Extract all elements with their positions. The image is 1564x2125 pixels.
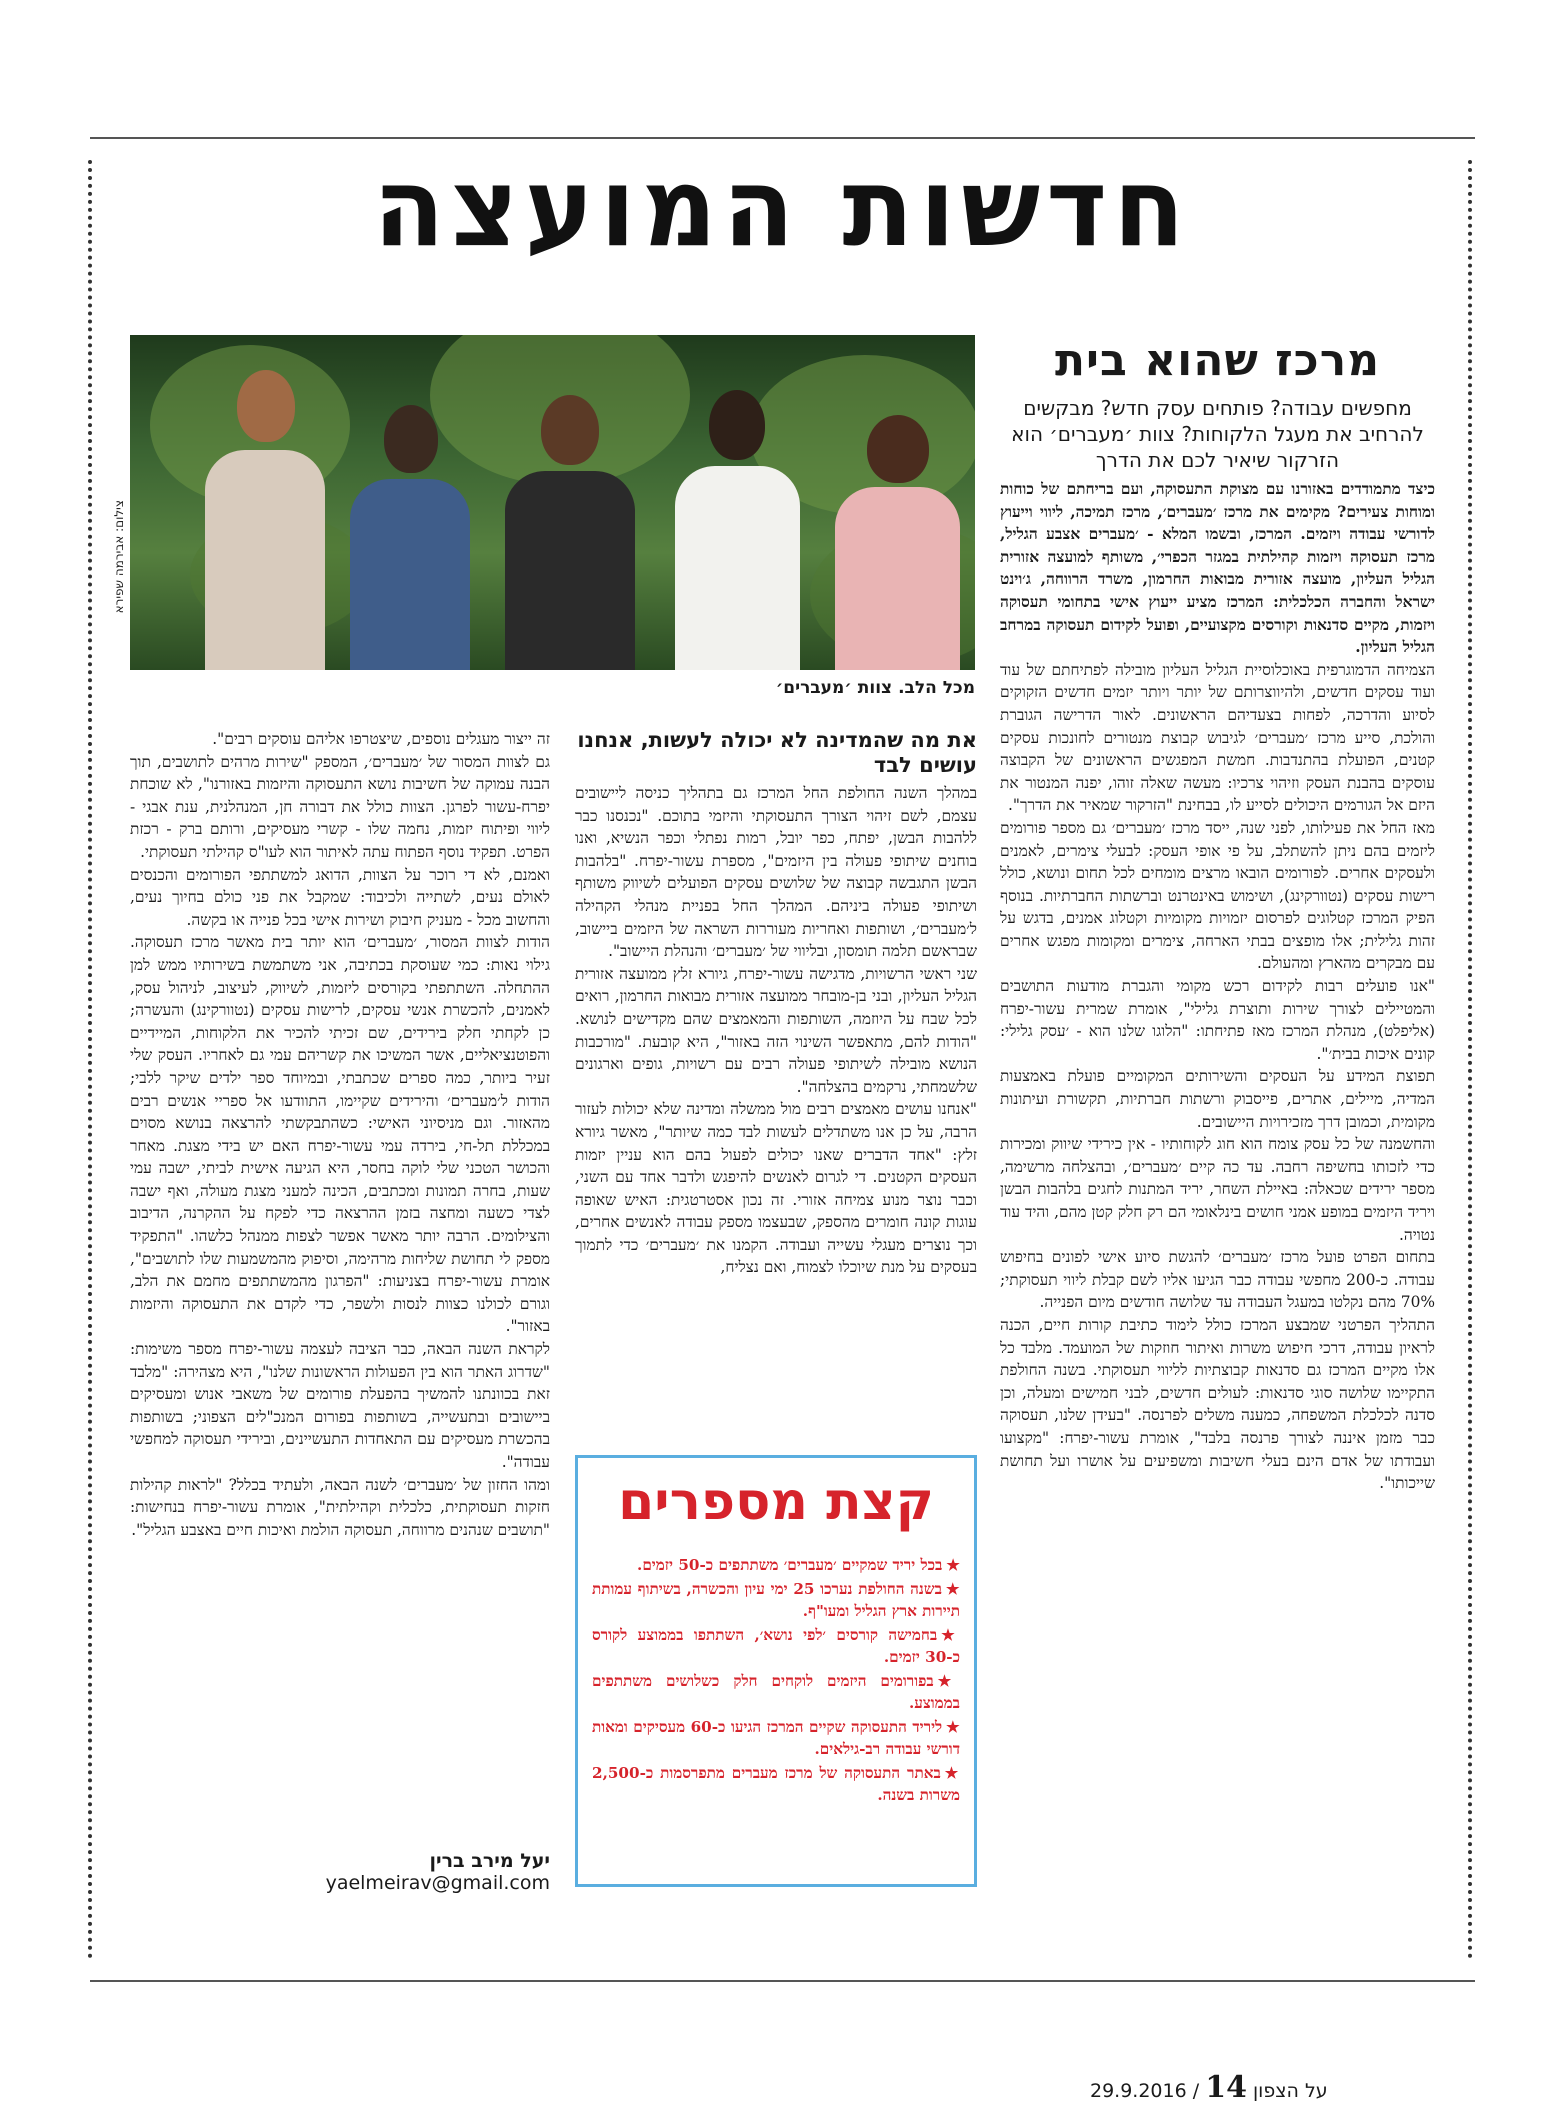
numbers-box-title: קצת מספרים: [618, 1472, 934, 1532]
paragraph: "אנו פועלים רבות לקידום רכש מקומי והגברת מודעות התושבים והמטיילים לצורך שירות ותוצרת גלילי", אומרת שמרית עשור-יפרח (אליפלט), מנהלת המרכז מאז פתיחתו: "הלוגו שלנו הוא - ׳עסק גלילי: קונים איכות בבית׳".: [1000, 977, 1435, 1063]
left-dotted-border: [88, 160, 92, 1960]
paragraph: שני ראשי הרשויות, מדגישה עשור-יפרח, גיורא זלץ ממועצה אזורית הגליל העליון, ובני בן-מובחר ממועצה אזורית מבואות החרמון, רואים לכל שבח על היוזמה, השותפות והמאמצים שהם מקדישים לנושא. "הודות להם, מתאפשר השינוי הזה באזור", היא קובעת. "מורכבות הנושא מובילה לשיתופי פעולה רבים עם רשויות, גופים וארגונים שלשמחתי, נרקמים בהצלחה".: [575, 964, 977, 1096]
left-text-column: [130, 728, 550, 1843]
page-number: 14: [1205, 2070, 1247, 2105]
issue-date: 29.9.2016: [1090, 2080, 1187, 2102]
list-item: ★בכל יריד שמקיים ׳מעברים׳ משתתפים כ-50 יזמים.: [637, 1556, 960, 1574]
numbers-box: [575, 1455, 977, 1887]
author-name: יעל מירב ברין: [429, 1850, 550, 1872]
star-icon: ★: [946, 1718, 960, 1736]
person-figure: [205, 370, 325, 670]
paragraph: מאז החל את פעילותו, לפני שנה, ייסד מרכז ׳מעברים׳ גם מספר פורומים ליזמים בהם ניתן להשתלב, על פי אופי העסק: לבעלי צימרים, לאמנים ולעסקים אחרים. לפורומים הובאו מרצים מומחים לכל תחום ונושא, כולל רישות עסקים (נטוורקינג), ושימוש באינטרנט וברשתות החברתיות. בנוסף הפיק המרכז קטלוגים לפרסום יזמויות מקומיות וקטלוג אמנים, בדגש על זהות גלילית; אלו מופצים בבתי הארחה, צימרים ומקומות מפגש אחרים עם מבקרים מהארץ ומהעולם.: [1000, 818, 1435, 973]
byline: [130, 1850, 550, 1894]
star-icon: ★: [945, 1580, 960, 1598]
masthead-title: חדשות המועצה: [373, 142, 1191, 272]
photo-credit: צילום: אבירמה שפירא: [112, 500, 126, 614]
star-icon: ★: [944, 1764, 960, 1782]
photo-caption: מכל הלב. צוות ׳מעברים׳: [775, 678, 975, 698]
page-footer: [1090, 2070, 1475, 2105]
bottom-rule: [90, 1980, 1475, 1982]
person-figure: [350, 405, 470, 670]
paragraph: התהליך הפרטני שמבצע המרכז כולל לימוד כתיבת קורות חיים, הכנה לראיון עבודה, דרכי חיפוש משרות ואיתור חוזקות של המועמד. מלבד כל אלו מקיים המרכז גם סדנאות קבוצתיות לליווי תעסוקתי. בשנה החולפת התקיימו שלושה סוגי סדנאות: לעולים חדשים, לבני חמישים ומעלה, וכן סדנה לכלכלת המשפחה, כמענה משלים לפרנסה. "בעידן שלנו, תעסוקה כבר מזמן איננה לצורך פרנסה בלבד", אומרת עשור-יפרח: "מקצועו ועבודתו של אדם הינם בעלי חשיבות ומשפיעים על אושרו ועל תחושת שייכותו".: [1000, 1315, 1435, 1493]
paragraph: תפוצת המידע על העסקים והשירותים המקומיים פועלת באמצעות המדיה, מיילים, אתרים, פייסבוק ורשתות חברתיות, תקשורת ועיתונות מקומית, וכמובן דרך מזכירויות היישובים.: [1000, 1067, 1435, 1131]
publication-name: על הצפון: [1253, 2080, 1328, 2102]
list-item: ★בחמישה קורסים ׳לפי נושא׳, השתתפו בממוצע לקורס כ-30 יזמים.: [592, 1626, 961, 1666]
paragraph: ומהו החזון של ׳מעברים׳ לשנה הבאה, ולעתיד בכלל? "לראות קהילות חזקות תעסוקתית, כלכלית וקהילתית", אומרת עשור-יפרח בנחישות: "תושבים שנהנים מרווחה, תעסוקה הולמת ואיכות חיים באצבע הגליל".: [130, 1475, 550, 1539]
paragraph: לקראת השנה הבאה, כבר הציבה לעצמה עשור-יפרח מספר משימות: "שדרוג האתר הוא בין הפעולות הראשונות שלנו", היא מצהירה: "מלבד זאת בכוונתנו להמשיך בהפעלת פורומים של משאבי אנוש ומעסיקים ביישובים ובתעשייה, בשותפות בפורום המנכ"לים הצפוני; בשותפות בהכשרת מעסיקים עם התאחדות התעשיינים, ובירידי תעסוקה למחפשי עבודה".: [130, 1340, 550, 1471]
list-item: ★בשנה החולפת נערכו 25 ימי עיון והכשרה, בשיתוף עמותת תיירות ארץ הגליל ומעו"ף.: [592, 1580, 960, 1620]
team-photo: [130, 335, 975, 670]
list-item: ★ליריד התעסוקה שקיים המרכז הגיעו כ-60 מעסיקים ומאות דורשי עבודה רב-גילאים.: [592, 1718, 960, 1758]
right-dotted-border: [1468, 160, 1472, 1960]
side-article-lead: מחפשים עבודה? פותחים עסק חדש? מבקשים להרחיב את מעגל הלקוחות? צוות ׳מעברים׳ הוא הזרקור שיאיר לכם את הדרך: [1011, 396, 1424, 472]
footer-separator: /: [1192, 2080, 1200, 2102]
star-icon: ★: [941, 1626, 961, 1644]
list-item: ★בפורומים היזמים לוקחים חלק כשלושים משתתפים בממוצע.: [592, 1672, 960, 1712]
paragraph: ואמנם, לא די רוכר על הצוות, הדואג למשתתפי הפורומים והכנסים לאולם נעים, לשתייה ולכיבוד: שמקבל את פני כולם בחיוך נעים, והחשוב מכל - מעניק חיבוק ושירות אישי בכל פנייה או בקשה.: [130, 865, 550, 929]
star-icon: ★: [937, 1672, 960, 1690]
person-figure: [505, 395, 635, 670]
middle-text-column: [575, 728, 977, 1440]
middle-heading: את מה שהמדינה לא יכולה לעשות, אנחנו עושים לבד: [577, 728, 977, 777]
person-figure: [675, 390, 800, 670]
paragraph: גם לצוות המסור של ׳מעברים׳, המספק "שירות מרהים לתושבים, תוך הבנה עמוקה של חשיבות נושא התעסוקה והיזמות באזורנו", לא שוכחת יפרח-עשור לפרגן. הצוות כולל את דבורה חן, המנהלנית, ענת אבגי - ליווי ופיתוח יזמות, נחמה שלו - קשרי מעסיקים, ורותם ברק - רכזת הפרט. תפקיד נוסף הפתוח עתה לאיתור הוא לעו"ס קהילתי תעסוקתי.: [130, 752, 550, 861]
right-text-column: [1000, 478, 1435, 1968]
paragraph: כיצד מתמודדים באזורנו עם מצוקת התעסוקה, ועם בריחתם של כוחות ומוחות צעירים? מקימים את מרכז ׳מעברים׳, מרכז תמיכה, ליווי וייעוץ לדורשי עבודה ויזמים. המרכז, ובשמו המלא - ׳מעברים אצבע הגליל, מרכז תעסוקה ויזמות קהילתית במגזר הכפרי׳, משותף למועצה אזורית הגליל העליון, מועצה אזורית מבואות החרמון, משרד הרווחה, ג׳וינט ישראל והחברה הכלכלית: המרכז מציע ייעוץ אישי בתחומי תעסוקה ויזמות, מקיים סדנאות וקורסים מקצועיים, ופועל לקידום תעסוקה במרחב הגליל העליון.: [1000, 480, 1435, 657]
paragraph: זה ייצור מעגלים נוספים, שיצטרפו אליהם עוסקים רבים".: [212, 730, 550, 748]
top-rule: [90, 137, 1475, 139]
paragraph: "אנחנו עושים מאמצים רבים מול ממשלה ומדינה שלא יכולות לעזור הרבה, על כן אנו משתדלים לעשות לבד כמה שיותר", מאשר גיורא זלץ: "אחד הדברים שאנו יכולים לפעול בהם הוא עניין יזמות העסקים הקטנים. די לגרום לאנשים להיפגש ולדבר אחד עם השני, וכבר נוצר מנוע צמיחה אזורי. זה נכון אסטרטגית: האיש שאופה עוגות קונה חומרים מהספק, שבעצמו מספק עבודה לאנשים אחרים, וכך נוצרים מעגלי עשייה ועבודה. הקמנו את ׳מעברים׳ כדי לתמוך בעסקים על מנת שיוכלו לצמוח, ואם נצליח,: [575, 1100, 977, 1277]
person-figure: [835, 415, 960, 670]
side-article-title: מרכז שהוא בית: [1054, 335, 1381, 386]
author-email[interactable]: yaelmeirav@gmail.com: [325, 1872, 550, 1894]
star-icon: ★: [946, 1556, 960, 1574]
list-item: ★באתר התעסוקה של מרכז מעברים מתפרסמות כ-2,500 משרות בשנה.: [592, 1764, 960, 1804]
paragraph: בתחום הפרט פועל מרכז ׳מעברים׳ להגשת סיוע אישי לפונים בחיפוש עבודה. כ-200 מחפשי עבודה כבר הגיעו אליו לשם קבלת ליווי תעסוקתי; 70% מהם נקלטו במעגל העבודה עד שלושה חודשים מיום הפנייה.: [1000, 1248, 1435, 1312]
paragraph: הצמיחה הדמוגרפית באוכלוסיית הגליל העליון מובילה לפתיחתם של עוד ועוד עסקים חדשים, ולהיווצרותם של יותר ויותר יזמים חדשים הזקוקים לסיוע והדרכה, לפחות בצעדיהם הראשונים. לאור הדרישה הגוברת והולכת, סייע מרכז ׳מעברים׳ לגיבוש קבוצת מנטורים לחונכות עסקים קטנים, הפועלת בהתנדבות. חמשת המפגשים הראשונים של הקבוצה עוסקים בהבנת העסק וזיהוי צרכיו: מעשה שאלה זוהו, יפנה המנטור את היזם אל הגורמים היכולים לסייע לו, בבחינת "הזרקור שמאיר את הדרך".: [1000, 660, 1435, 815]
paragraph: במהלך השנה החולפת החל המרכז גם בתהליך כניסה ליישובים עצמם, לשם זיהוי הצורך התעסוקתי והיזמי בתוכם. "נכנסנו כבר ללהבות הבשן, יפתח, כפר יובל, רמות נפתלי וכפר הנשיא, ואנו בוחנים שיתופי פעולה בין היזמים", מספרת עשור-יפרח. "בלהבות הבשן התגבשה קבוצה של שלושים עסקים הפועלים לשיווק משותף ושיתופי פעולה ביניהם. המהלך החל בפניית מנהלי הקהילה ל׳מעברים׳, ושותפות ואחריות מעוררות השראה של היזמים ביישוב, שבראשם תלמה תומסון, ובליווי של ׳מעברים׳ והנהלת היישוב".: [575, 784, 977, 961]
paragraph: והחשמנה של כל עסק צומח הוא חוג לקוחותיו - אין כירידי שיווק ומכירות כדי לזכותו בחשיפה רחבה. עד כה קיים ׳מעברים׳, ובהצלחה מרשימה, מספר ירידים שכאלה: באיילת השחר, יריד המתנות לחגים בלהבות הבשן ויריד היזמים במופע אמני חושים בינלאומי הם רק חלק קטן מהם, והיד עוד נטויה.: [1000, 1135, 1435, 1244]
paragraph: הודות לצוות המסור, ׳מעברים׳ הוא יותר בית מאשר מרכז תעסוקה. גילוי נאות: כמי שעוסקת בכתיבה, אני משתמשת בשירותיו ממש למן ההתחלה. השתתפתי בקורסים ליזמות, לשיווק, לעיצוב, לניהול עסק, לאמנים, להכשרת אנשי עסקים, לרישות עסקים (נטוורקינג) והעשרה; כן לקחתי חלק בירידים, שם זכיתי להכיר את הלקוחות, המיידיים והפוטנציאליים, אשר המשיכו את קשריהם עמי גם לאחריו. העסק שלי זעיר ביותר, כמה ספרים שכתבתי, ובמיוחד ספר ילדים שיקר ללבי; הודות ל׳מעברים׳ והירידים שקיימו, התוודעו אל ספריי אנשים רבים מהאזור. וגם מניסיוני האישי: כשהתבקשתי להרצאה בנושא מסוים במכללת תל-חי, בירדה עמי עשור-יפרח האם יש בידי מצגת. מאחר והכושר הטכני שלי לוקה בחסר, היא הגיעה אישית לביתי, ישבה עמי שעות, בחרה תמונות ומכתבים, הכינה למעני מצגת מעולה, ואף ישבה לצדי כשעה ומחצה בזמן ההרצאה כדי לפקח על ההקרנה, הדיבוב והצילומים. הרבה יותר מאשר אפשר לצפות ממנהל כלשהו. "התפקיד מספק לי תחושת שליחות מרהימה, וסיפוק מהמשמעות שלו לתושבים", אומרת עשור-יפרח בצניעות: "הפרגון מהמשתתפים מחמם את הלב, וגורם לכולנו כצוות לנסות ולשפר, כדי לקדם את התעסוקה והיזמות באזור".: [130, 933, 550, 1336]
